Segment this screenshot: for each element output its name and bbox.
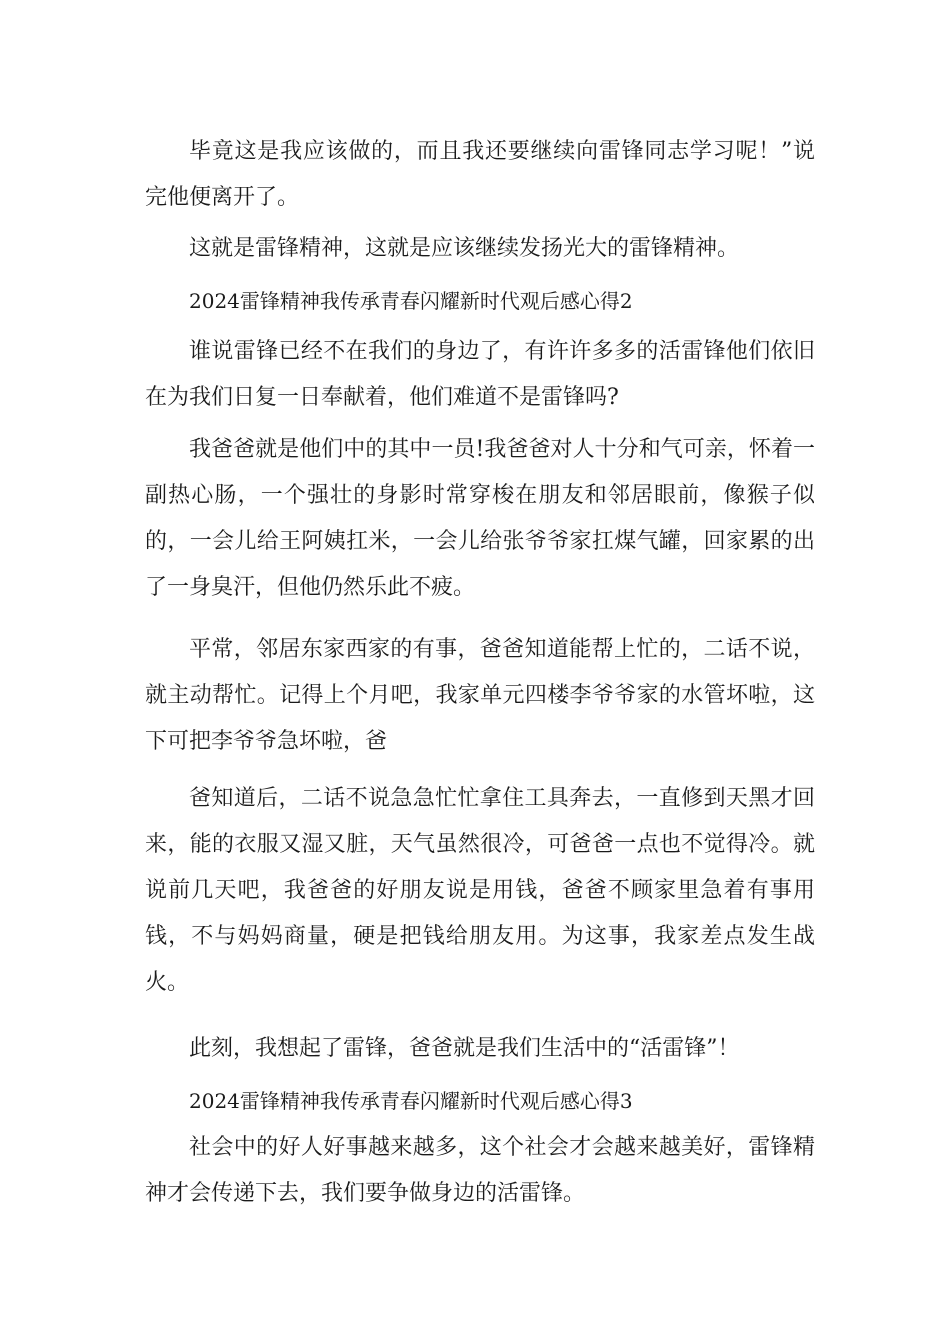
paragraph-7: 此刻，我想起了雷锋，爸爸就是我们生活中的“活雷锋”！: [189, 1036, 740, 1061]
paragraph-4: 我爸爸就是他们中的其中一员!我爸爸对人十分和气可亲，怀着一副热心肠，一个强壮的身影时常穿梭在朋友和邻居眼前，像猴子似的，一会儿给王阿姨扛米，一会儿给张爷爷家扛煤气罐，回家累的出了一身臭汗，但他仍然乐此不疲。: [145, 437, 815, 600]
paragraph-8: 社会中的好人好事越来越多，这个社会才会越来越美好，雷锋精神才会传递下去，我们要争做身边的活雷锋。: [145, 1135, 815, 1206]
paragraph-2: 这就是雷锋精神，这就是应该继续发扬光大的雷锋精神。: [189, 236, 740, 261]
paragraph-6: 爸知道后，二话不说急急忙忙拿住工具奔去，一直修到天黑才回来，能的衣服又湿又脏，天气虽然很冷，可爸爸一点也不觉得冷。就说前几天吧，我爸爸的好朋友说是用钱，爸爸不顾家里急着有事用钱，不与妈妈商量，硬是把钱给朋友用。为这事，我家差点发生战火。: [145, 786, 815, 995]
section-heading-2: 2024雷锋精神我传承青春闪耀新时代观后感心得2: [189, 289, 633, 313]
section-heading-3: 2024雷锋精神我传承青春闪耀新时代观后感心得3: [189, 1089, 633, 1113]
paragraph-1: 毕竟这是我应该做的，而且我还要继续向雷锋同志学习呢！”说完他便离开了。: [145, 139, 815, 210]
paragraph-3: 谁说雷锋已经不在我们的身边了，有许许多多的活雷锋他们依旧在为我们日复一日奉献着，他们难道不是雷锋吗?: [145, 339, 815, 410]
paragraph-5: 平常，邻居东家西家的有事，爸爸知道能帮上忙的，二话不说，就主动帮忙。记得上个月吧，我家单元四楼李爷爷家的水管坏啦，这下可把李爷爷急坏啦，爸: [145, 637, 815, 754]
